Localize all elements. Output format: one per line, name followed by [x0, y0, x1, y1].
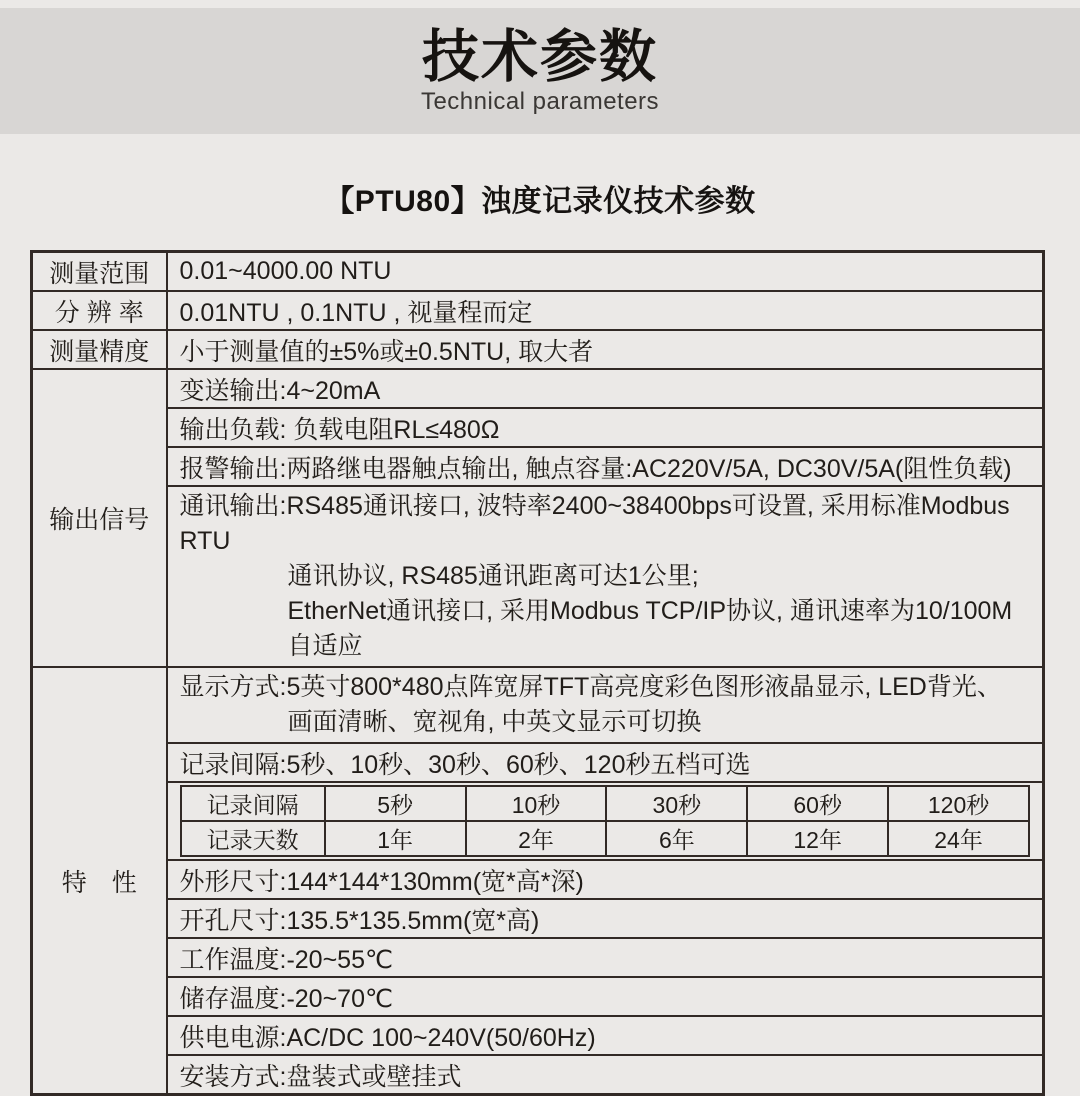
table-row-power	[32, 1016, 1044, 1055]
record-interval-row	[181, 786, 1030, 821]
display-line-2: 画面清晰、宽视角, 中英文显示可切换	[287, 708, 702, 736]
table-row-interval	[32, 743, 1044, 782]
table-row-alarm	[32, 447, 1044, 486]
spec-value-communication	[167, 486, 1044, 667]
spec-label-resolution: 分 辨 率	[32, 291, 167, 330]
table-row-communication	[32, 486, 1044, 667]
table-row-mounting	[32, 1055, 1044, 1095]
table-row-transmit	[32, 369, 1044, 408]
spec-label-range: 测量范围	[32, 252, 167, 292]
spec-label-accuracy: 测量精度	[32, 330, 167, 369]
comm-line-3: EtherNet通讯接口, 采用Modbus TCP/IP协议, 通讯速率为10/100M自适应	[287, 597, 1013, 660]
record-interval-table	[180, 785, 1031, 857]
record-cell: 12年	[747, 821, 888, 856]
record-cell: 1年	[325, 821, 466, 856]
table-row-range	[32, 252, 1044, 292]
record-cell: 30秒	[606, 786, 747, 821]
record-cell: 记录天数	[181, 821, 325, 856]
spec-value-alarm: 报警输出:两路继电器触点输出, 触点容量:AC220V/5A, DC30V/5A(阻性负载)	[167, 447, 1044, 486]
spec-value-resolution: 0.01NTU , 0.1NTU , 视量程而定	[167, 291, 1044, 330]
record-cell: 120秒	[888, 786, 1029, 821]
page-subtitle: Technical parameters	[420, 88, 660, 115]
record-days-row	[181, 821, 1030, 856]
table-row-resolution	[32, 291, 1044, 330]
record-cell: 10秒	[466, 786, 607, 821]
table-row-working-temp	[32, 938, 1044, 977]
display-line-1: 显示方式:5英寸800*480点阵宽屏TFT高亮度彩色图形液晶显示, LED背光、	[179, 673, 1002, 701]
record-cell: 5秒	[325, 786, 466, 821]
table-row-cutout	[32, 899, 1044, 938]
record-cell: 24年	[888, 821, 1029, 856]
table-row-storage-temp	[32, 977, 1044, 1016]
spec-value-load: 输出负载: 负载电阻RL≤480Ω	[167, 408, 1044, 447]
page-title: 技术参数	[422, 25, 658, 89]
spec-label-feature: 特 性	[32, 667, 167, 1095]
table-row-record-table	[32, 782, 1044, 860]
table-row-load	[32, 408, 1044, 447]
record-table-cell	[167, 782, 1044, 860]
record-cell: 6年	[606, 821, 747, 856]
spec-value-dimensions: 外形尺寸:144*144*130mm(宽*高*深)	[167, 860, 1044, 899]
record-cell: 记录间隔	[181, 786, 325, 821]
spec-value-interval: 记录间隔:5秒、10秒、30秒、60秒、120秒五档可选	[167, 743, 1044, 782]
spec-table	[30, 250, 1045, 1096]
spec-value-working-temp: 工作温度:-20~55℃	[167, 938, 1044, 977]
spec-value-mounting: 安装方式:盘装式或壁挂式	[167, 1055, 1044, 1095]
comm-line-1: 通讯输出:RS485通讯接口, 波特率2400~38400bps可设置, 采用标准Modbus RTU	[179, 492, 1010, 555]
spec-value-power: 供电电源:AC/DC 100~240V(50/60Hz)	[167, 1016, 1044, 1055]
table-row-dimensions	[32, 860, 1044, 899]
spec-value-range: 0.01~4000.00 NTU	[167, 252, 1044, 292]
spec-label-output-signal: 输出信号	[32, 369, 167, 667]
spec-value-display	[167, 667, 1044, 743]
record-cell: 2年	[466, 821, 607, 856]
record-cell: 60秒	[747, 786, 888, 821]
spec-value-cutout: 开孔尺寸:135.5*135.5mm(宽*高)	[167, 899, 1044, 938]
section-title: 【PTU80】浊度记录仪技术参数	[324, 185, 756, 218]
spec-value-storage-temp: 储存温度:-20~70℃	[167, 977, 1044, 1016]
spec-value-accuracy: 小于测量值的±5%或±0.5NTU, 取大者	[167, 330, 1044, 369]
header-band	[0, 8, 1080, 134]
spec-value-transmit: 变送输出:4~20mA	[167, 369, 1044, 408]
comm-line-2: 通讯协议, RS485通讯距离可达1公里;	[287, 562, 699, 590]
table-row-accuracy	[32, 330, 1044, 369]
table-row-display	[32, 667, 1044, 743]
